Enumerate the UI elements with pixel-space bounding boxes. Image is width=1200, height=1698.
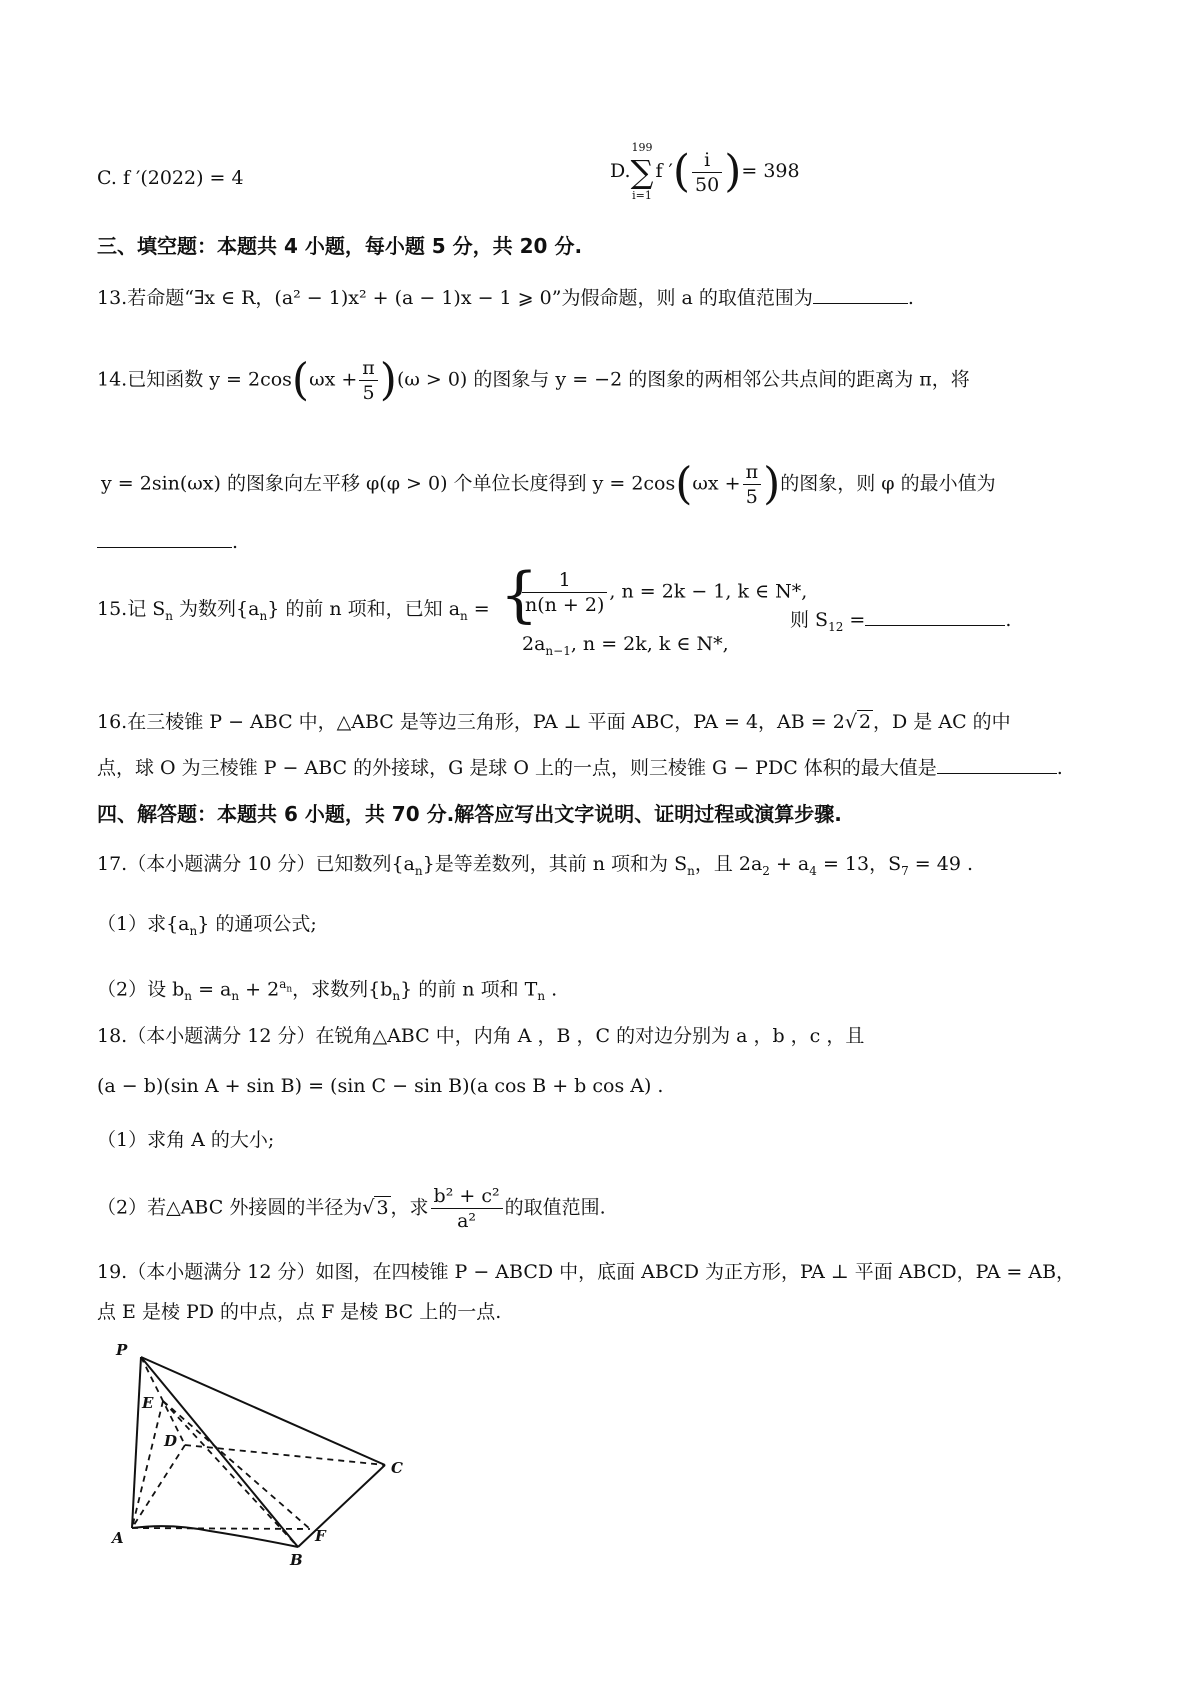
label-b: B [290,1551,303,1565]
question-17-part1: （1）求$\{a_n\}$ 的通项公式; [97,913,317,938]
brace: { [500,560,539,630]
question-16-line1: 16.在三棱锥 P − ABC 中，△ABC 是等边三角形，PA ⊥ 平面 ABC，PA = 4，AB = 2√ 2 ，D 是 AC 的中 [97,711,1011,733]
question-17-stem: 17.（本小题满分 10 分）已知数列$\{a_n\}$是等差数列，其前 n 项和为 $S_n$，且 $2a_2 + a_4 = 13$，$S_7 = 49$ . [97,853,974,878]
section-4-heading: 四、解答题：本题共 6 小题，共 70 分.解答应写出文字说明、证明过程或演算步骤. [97,802,842,826]
question-18-line2: (a − b)(sin A + sin B) = (sin C − sin B)(a cos B + b cos A) . [97,1075,664,1097]
section-3-heading: 三、填空题：本题共 4 小题，每小题 5 分，共 20 分. [97,234,583,258]
sum-symbol: 199 ∑ i=1 [630,141,654,202]
question-19-line2: 点 E 是棱 PD 的中点，点 F 是棱 BC 上的一点. [97,1301,502,1323]
question-14-line2: y = 2sin(ωx) 的图象向左平移 φ(φ > 0) 个单位长度得到 y = 2cos(ωx + $\frac{\pi}{5}$ )的图象，则 φ 的最小值为 [101,458,996,510]
option-d: D. 199 ∑ i=1 f ′( $\frac{i}{50}$ )= 398 [610,141,800,202]
question-15-case2: $2a_{n-1}$, n = 2k, k ∈ N*, [522,633,729,658]
question-15: 15.记 $S_n$ 为数列$\{a_n\}$ 的前 n 项和，已知 $a_n$ = [97,598,490,623]
label-e: E [142,1394,154,1412]
question-18-part2: （2）若△ABC 外接圆的半径为√ 3 ，求 $\frac{\text{b² + c²}}{\text{a²}}$ 的取值范围. [97,1185,606,1232]
answer-blank [813,285,908,304]
question-15-case1: $\frac{1}{n(n + 2)}$ , n = 2k − 1, k ∈ N*, [520,568,807,617]
answer-blank [937,755,1057,774]
question-15-suffix: 则 $S_{12}$ = . [790,609,1012,634]
label-p: P [116,1341,128,1359]
question-17-part2: （2）设 $b_n = a_n + 2^{a_n}$，求数列$\{b_n\}$ 的前 n 项和 $T_n$ . [97,977,558,1004]
question-18-line1: 18.（本小题满分 12 分）在锐角△ABC 中，内角 A ，B ，C 的对边分别为 a ，b ，c ，且 [97,1025,865,1047]
label-d: D [164,1432,178,1450]
question-13: 13.若命题“∃x ∈ R，(a² − 1)x² + (a − 1)x − 1 ⩾ 0”为假命题，则 a 的取值范围为 . [97,287,914,309]
question-19-line1: 19.（本小题满分 12 分）如图，在四棱锥 P − ABCD 中，底面 ABCD 为正方形，PA ⊥ 平面 ABCD，PA = AB， [97,1261,1076,1283]
label-f: F [315,1527,326,1545]
question-16-line2: 点，球 O 为三棱锥 P − ABC 的外接球，G 是球 O 上的一点，则三棱锥 G − PDC 体积的最大值是 . [97,757,1063,779]
question-14-line1: 14.已知函数 y = 2cos(ωx + $\frac{\pi}{5}$ )(ω > 0) 的图象与 y = −2 的图象的两相邻公共点间的距离为 π，将 [97,354,970,406]
pyramid-figure [110,1335,420,1565]
label-c: C [391,1459,403,1477]
answer-blank [865,607,1005,626]
question-14-blank: . [97,528,238,556]
option-c: C. f ′(2022) = 4 [97,167,244,189]
question-18-part1: （1）求角 A 的大小; [97,1129,275,1151]
label-a: A [112,1529,124,1547]
